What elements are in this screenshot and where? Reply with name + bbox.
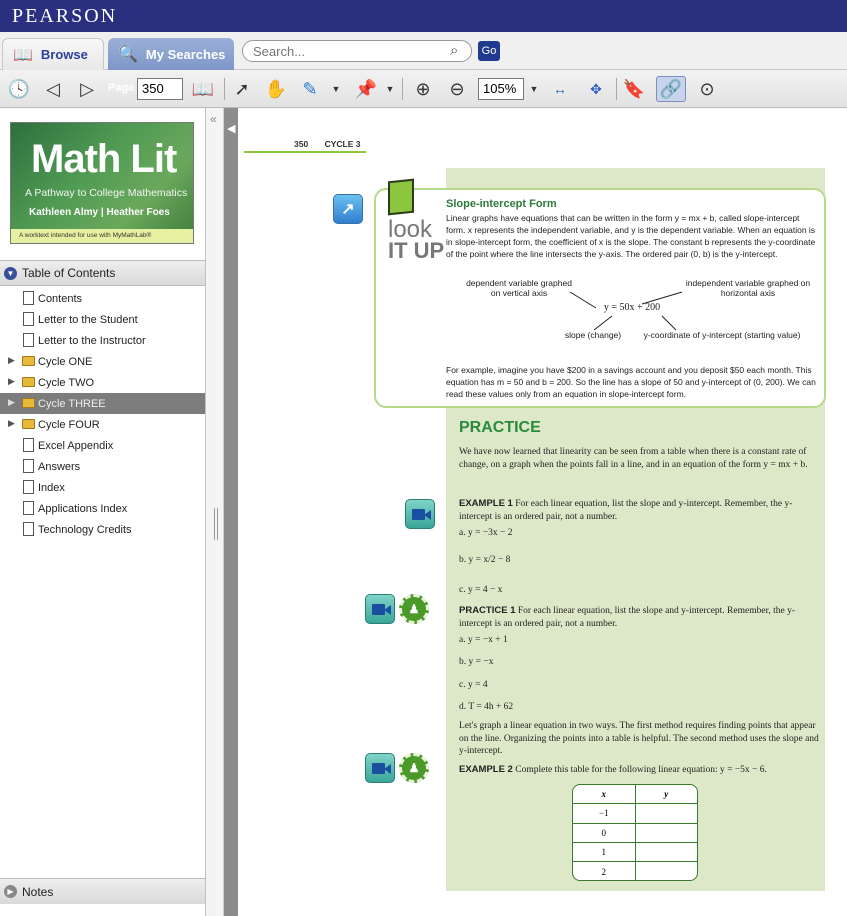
practice-1-b: b. y = −x: [459, 657, 494, 667]
document-icon: [23, 438, 34, 452]
folder-icon: [22, 419, 35, 429]
arrows-diagram: [446, 278, 818, 356]
toolbar-divider: [616, 78, 617, 100]
page-number-input[interactable]: 350: [137, 78, 183, 100]
notes-header-label: Notes: [22, 884, 54, 899]
table-cell-y[interactable]: [636, 862, 698, 881]
practice-title: PRACTICE: [459, 419, 541, 436]
toolbar-divider: [224, 78, 225, 100]
chevron-right-icon: ▶: [4, 885, 17, 898]
table-row: [573, 804, 697, 823]
equation-diagram: [446, 278, 818, 356]
practice-1-c: c. y = 4: [459, 680, 488, 690]
toc-item-contents[interactable]: [0, 288, 205, 309]
brand-bar: [0, 0, 847, 32]
toc-header[interactable]: [0, 260, 205, 286]
toc-item-letter-student[interactable]: [0, 309, 205, 330]
page-panel-bar: [224, 108, 238, 916]
example-2-label: EXAMPLE 2: [459, 764, 513, 775]
link-resource-icon[interactable]: ↗: [333, 194, 363, 224]
practice-1-a: a. y = −x + 1: [459, 635, 508, 645]
next-page-icon[interactable]: ▷: [80, 78, 94, 99]
slope-label: slope (change): [564, 330, 622, 340]
page-number: 350: [294, 139, 309, 149]
toc-item-answers[interactable]: [0, 456, 205, 477]
expand-arrow-icon[interactable]: ▶: [8, 376, 15, 386]
toggle-switch-icon[interactable]: ⊙: [699, 78, 715, 99]
zoom-in-icon[interactable]: ⊕: [415, 78, 431, 99]
document-icon: [23, 459, 34, 473]
toc-item-label: Letter to the Student: [38, 313, 138, 326]
go-button[interactable]: Go: [478, 41, 500, 61]
folder-icon: [22, 356, 35, 366]
practice-intro: We have now learned that linearity can be seen from a table when there is a constant rate of change, on a graph when the points fall in a line, and in an equation of the form y = mx + b.: [459, 447, 808, 470]
fit-page-icon[interactable]: ✥: [590, 80, 602, 97]
document-icon: [23, 522, 34, 536]
toc-header-label: Table of Contents: [22, 266, 116, 280]
expand-arrow-icon[interactable]: ▶: [8, 397, 15, 407]
page-cycle: CYCLE 3: [324, 139, 361, 149]
toc-item-label: Applications Index: [38, 502, 128, 515]
table-header-y: y: [664, 789, 669, 800]
tab-my-searches-label: My Searches: [145, 46, 226, 62]
search-icon[interactable]: ⌕: [450, 42, 459, 59]
table-header-row: [573, 785, 697, 804]
example-1: [459, 498, 819, 523]
toc-item-cycle-one[interactable]: [0, 351, 205, 372]
practice-1-label: PRACTICE 1: [459, 605, 516, 616]
bookmark-icon[interactable]: 🔖: [622, 78, 646, 99]
toc-item-index[interactable]: [0, 477, 205, 498]
graph-methods-paragraph: Let's graph a linear equation in two ways. The first method requires finding points that appear on the line. Organizing the points into a table is helpful. The second method uses the slope and y-intercept.: [459, 721, 819, 756]
zoom-dropdown-icon[interactable]: ▼: [529, 84, 539, 94]
toc-item-label: Letter to the Instructor: [38, 334, 146, 347]
toc-item-cycle-four[interactable]: [0, 414, 205, 435]
look-it-up-box: [374, 188, 826, 408]
example-2-text: Complete this table for the following linear equation: y = −5x − 6.: [515, 765, 767, 775]
look-label: look: [388, 216, 433, 243]
toc-item-cycle-three[interactable]: [0, 393, 205, 414]
collapse-sidebar-icon[interactable]: «: [210, 112, 217, 126]
table-cell-y[interactable]: [636, 824, 698, 842]
table-row: [573, 843, 697, 862]
toc-item-label: Cycle ONE: [38, 355, 93, 368]
video-icon[interactable]: [365, 594, 395, 624]
example-1-label: EXAMPLE 1: [459, 498, 513, 509]
notes-header[interactable]: [0, 878, 205, 904]
example-1-c: c. y = 4 − x: [459, 585, 503, 595]
toc-item-label: Technology Credits: [38, 523, 132, 536]
page-header: [294, 139, 374, 149]
independent-variable-label: independent variable graphed on horizontal axis: [685, 278, 811, 298]
document-icon: [23, 480, 34, 494]
toc-item-applications-index[interactable]: [0, 498, 205, 519]
table-cell-x: 0: [573, 824, 636, 842]
expand-arrow-icon[interactable]: ▶: [8, 355, 15, 365]
link-tool-icon[interactable]: 🔗: [656, 76, 686, 102]
toc-item-label: Answers: [38, 460, 81, 473]
toc-item-cycle-two[interactable]: [0, 372, 205, 393]
practice-1-text: For each linear equation, list the slope and y-intercept. Remember, the y-intercept is an ordered pair, not a number.: [459, 606, 795, 629]
chevron-down-icon: ▼: [4, 267, 17, 280]
history-clock-icon[interactable]: 🕓: [7, 78, 31, 99]
toc-item-label: Index: [38, 481, 65, 494]
page-label: Page: [108, 82, 135, 94]
highlighter-dropdown-icon[interactable]: ▼: [331, 84, 341, 94]
zoom-level-input[interactable]: 105%: [478, 78, 524, 100]
expand-arrow-icon[interactable]: ▶: [8, 418, 15, 428]
group-activity-icon[interactable]: ♟: [399, 753, 429, 783]
document-icon: [23, 312, 34, 326]
book-cover[interactable]: [10, 122, 194, 244]
example-2: [459, 764, 819, 777]
example-1-b: b. y = x/2 − 8: [459, 555, 511, 565]
document-icon: [23, 333, 34, 347]
dependent-variable-label: dependent variable graphed on vertical axis: [466, 278, 572, 298]
lookup-paragraph: Linear graphs have equations that can be written in the form y = mx + b, called slope-intercept form. x represents the independent variable, and y is the dependent variable. When an equation is in slope-intercept form, the coefficient of x is the slope. The constant b represents the y-coordinate of the point where the line intersects the y-axis. The ordered pair (0, b) is the y-intercept.: [446, 213, 816, 259]
document-icon: [23, 501, 34, 515]
note-dropdown-icon[interactable]: ▼: [385, 84, 395, 94]
table-header-x: x: [573, 785, 636, 803]
toc-item-label: Cycle TWO: [38, 376, 95, 389]
table-cell-y[interactable]: [636, 843, 698, 861]
header-rule: [244, 151, 366, 153]
tab-browse[interactable]: [2, 38, 104, 70]
lookup-example-paragraph: For example, imagine you have $200 in a savings account and you deposit $50 each month. This equation has m = 50 and b = 200. So the line has a slope of 50 and y-intercept of (0, 200). We can read these values only from an equation in slope-intercept form.: [446, 365, 816, 399]
video-icon[interactable]: [405, 499, 435, 529]
splitter-grip[interactable]: [214, 508, 218, 540]
example-1-a: a. y = −3x − 2: [459, 528, 513, 538]
sidebar: [0, 108, 206, 916]
toc-item-technology-credits[interactable]: [0, 519, 205, 540]
practice-1-d: d. T = 4h + 62: [459, 702, 514, 712]
table-cell-x: 2: [573, 862, 636, 881]
cover-subtitle: A Pathway to College Mathematics: [25, 187, 188, 199]
toc-item-letter-instructor[interactable]: [0, 330, 205, 351]
video-icon[interactable]: [365, 753, 395, 783]
previous-page-icon[interactable]: ◁: [46, 78, 60, 99]
book-icon: [388, 179, 414, 216]
cover-authors: Kathleen Almy | Heather Foes: [29, 207, 170, 218]
fit-width-icon[interactable]: ↔: [553, 81, 567, 97]
folder-icon: [22, 398, 35, 408]
document-icon: [23, 291, 34, 305]
toc-item-label: Contents: [38, 292, 83, 305]
book-page: [238, 108, 847, 916]
toc-item-label: Excel Appendix: [38, 439, 114, 452]
it-up-label: IT UP: [388, 238, 445, 263]
open-book-icon: 📖: [13, 46, 33, 64]
toc-item-excel-appendix[interactable]: [0, 435, 205, 456]
xy-table: [572, 784, 698, 881]
example-equation: y = 50x + 200: [603, 302, 661, 313]
reader-toolbar: [0, 70, 847, 108]
example-1-text: For each linear equation, list the slope and y-intercept. Remember, the y-intercept is an ordered pair, not a number.: [459, 499, 793, 522]
table-cell-x: −1: [573, 804, 636, 822]
tab-browse-label: Browse: [40, 47, 88, 62]
collapse-arrow-icon[interactable]: ◀: [227, 123, 236, 135]
toc-item-label: Cycle THREE: [38, 397, 106, 410]
zoom-out-icon[interactable]: ⊖: [449, 78, 465, 99]
cover-footer: A worktext intended for use with MyMathLab®: [11, 229, 193, 243]
tab-my-searches[interactable]: [108, 38, 234, 70]
pearson-logo: PEARSON: [12, 5, 118, 27]
toc-list: [0, 288, 205, 540]
toc-item-label: Cycle FOUR: [38, 418, 100, 431]
y-intercept-label: y-coordinate of y-intercept (starting value): [643, 330, 801, 340]
search-input[interactable]: [242, 40, 472, 62]
highlighter-icon[interactable]: ✎: [302, 78, 318, 99]
toolbar-divider: [402, 78, 403, 100]
cover-title: Math Lit: [31, 137, 177, 181]
select-pointer-icon[interactable]: ➚: [234, 78, 250, 99]
table-row: [573, 862, 697, 881]
folder-icon: [22, 377, 35, 387]
two-page-view-icon[interactable]: 📖: [191, 78, 215, 99]
hand-pan-icon[interactable]: ✋: [264, 78, 288, 99]
table-cell-y[interactable]: [636, 804, 698, 822]
practice-1: [459, 605, 819, 630]
lookup-title: Slope-intercept Form: [446, 198, 557, 210]
group-activity-icon[interactable]: ♟: [399, 594, 429, 624]
magnifier-icon: 🔍: [118, 46, 138, 63]
pushpin-note-icon[interactable]: 📌: [354, 78, 378, 99]
table-row: [573, 824, 697, 843]
table-cell-x: 1: [573, 843, 636, 861]
